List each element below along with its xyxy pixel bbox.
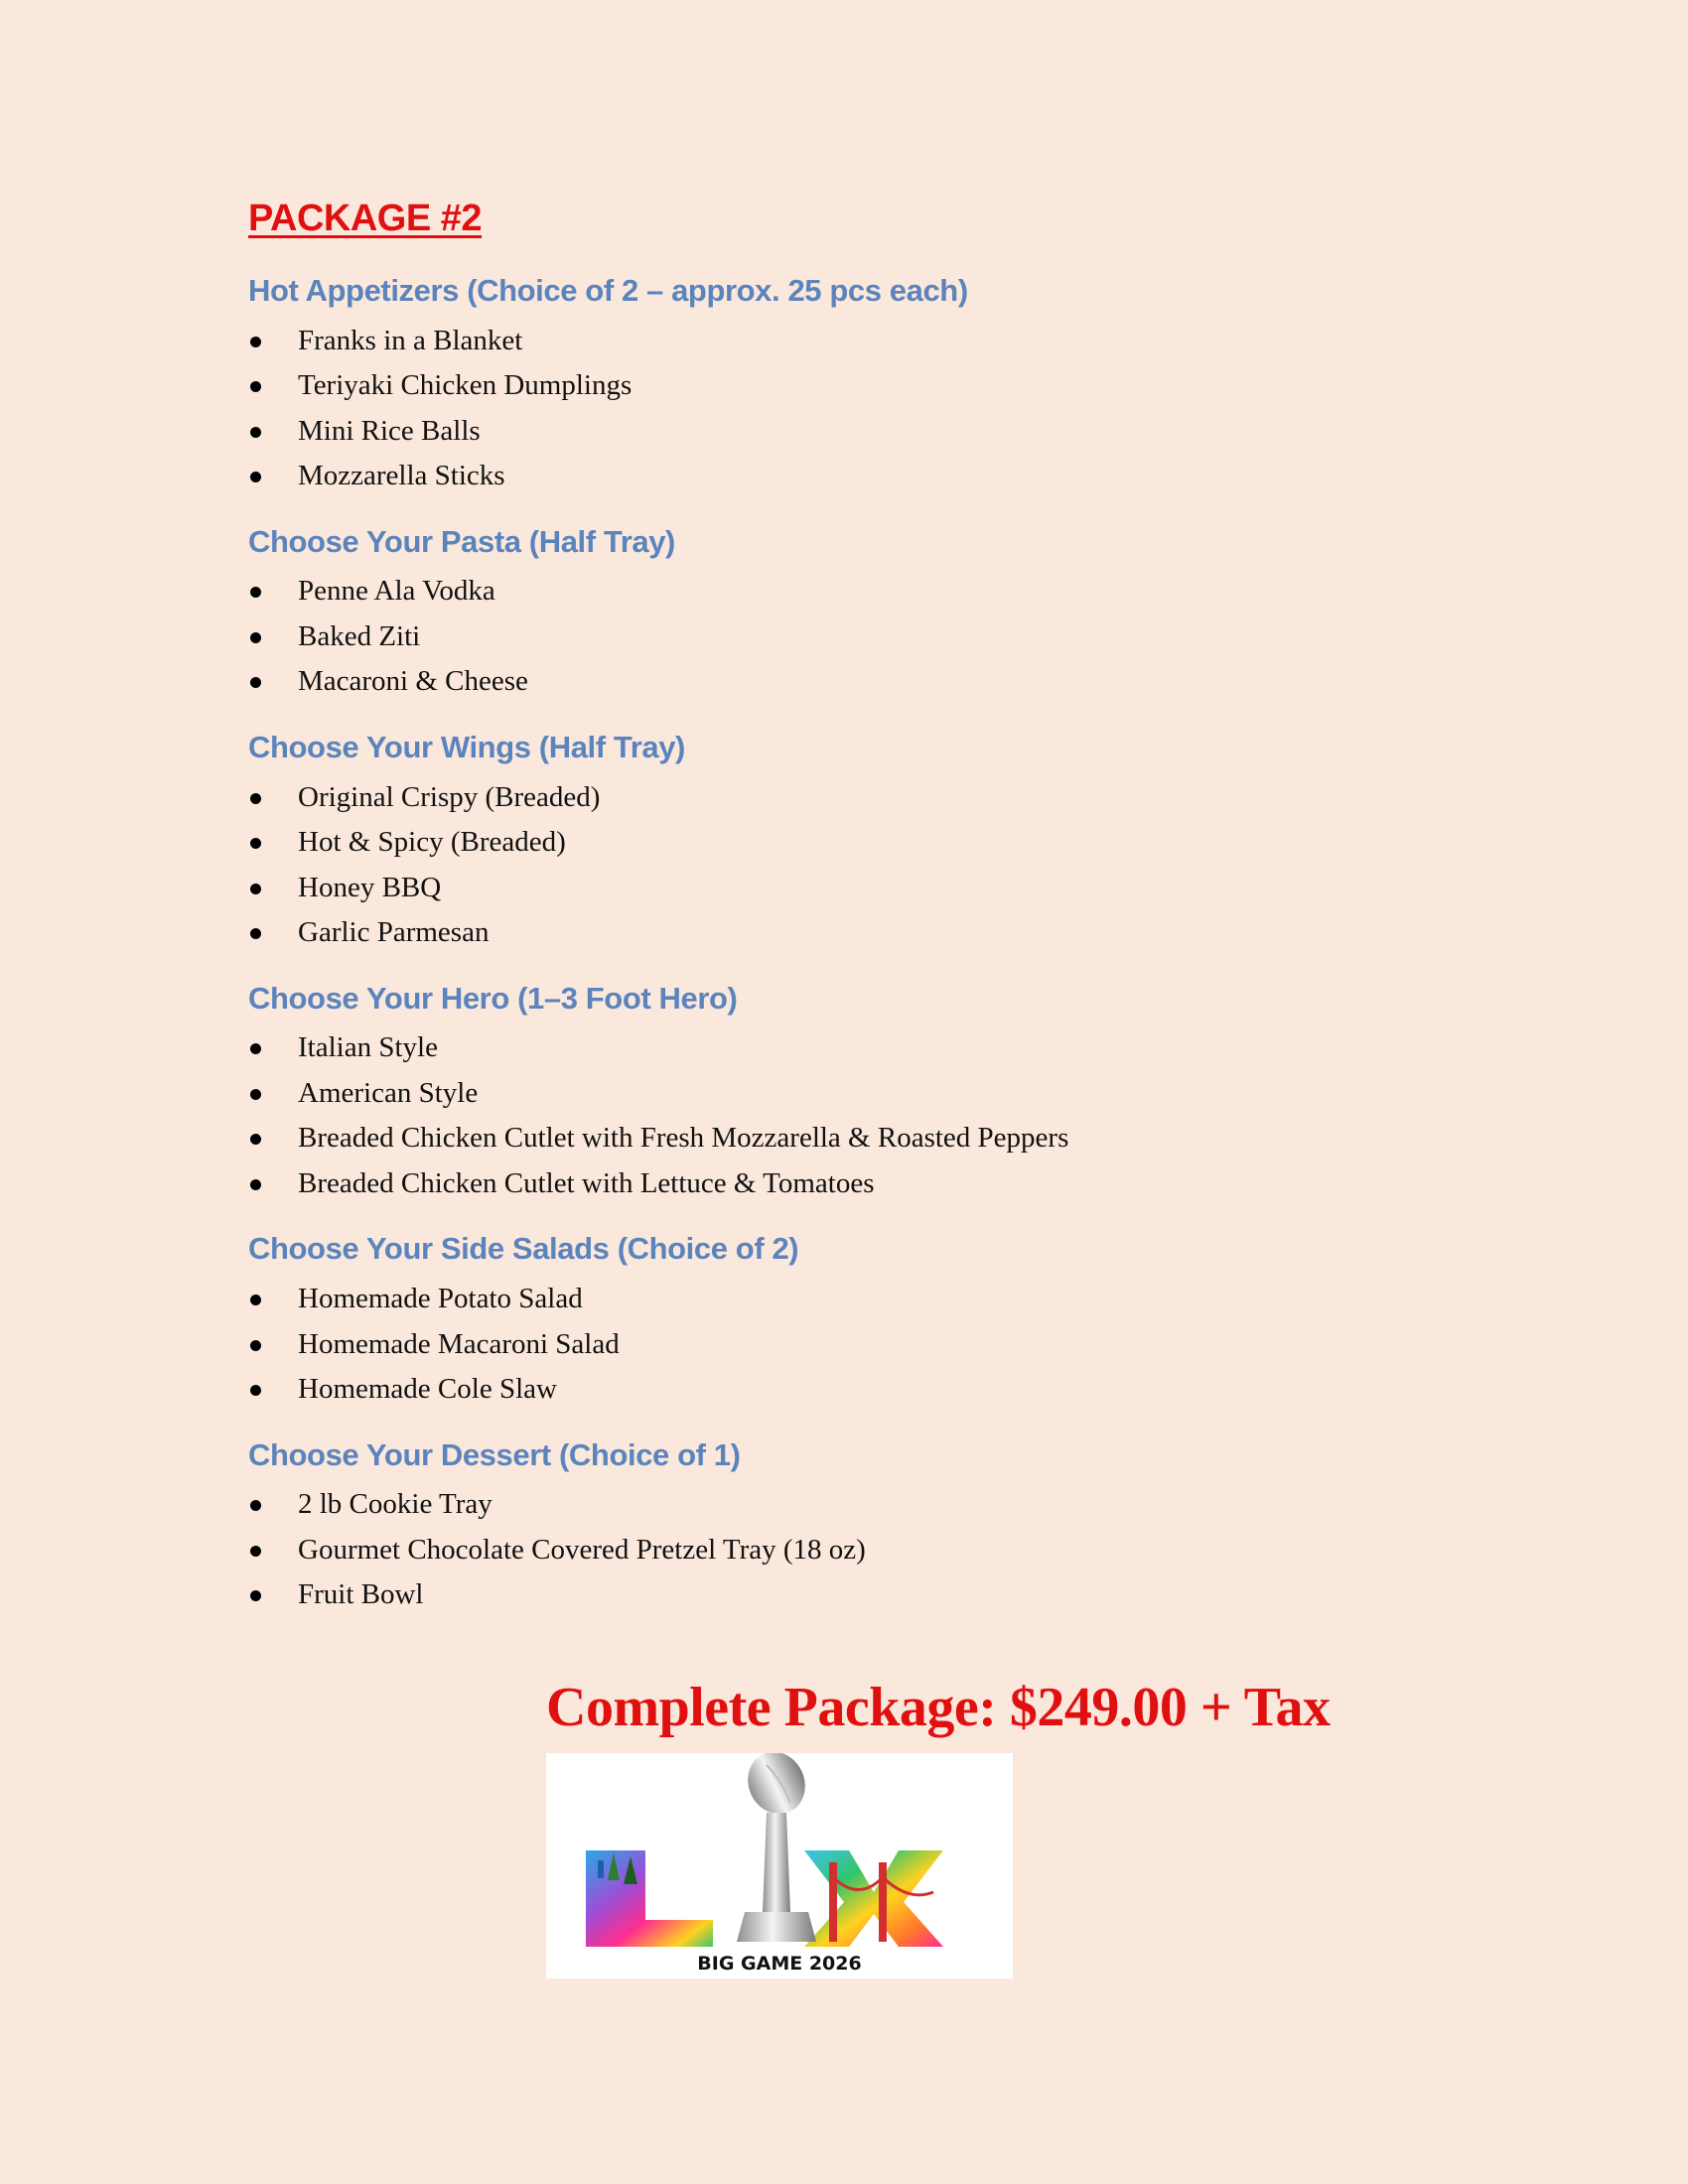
item-label: Hot & Spicy (Breaded)	[298, 826, 566, 859]
section-heading: Choose Your Dessert (Choice of 1)	[248, 1436, 741, 1472]
list-item	[248, 363, 1440, 409]
item-label: Original Crispy (Breaded)	[298, 780, 601, 813]
item-label: Breaded Chicken Cutlet with Lettuce & Tomatoes	[298, 1166, 875, 1199]
list-item	[248, 1116, 1440, 1161]
item-label: Breaded Chicken Cutlet with Fresh Mozzarella & Roasted Peppers	[298, 1122, 1069, 1155]
item-label: Homemade Macaroni Salad	[298, 1327, 620, 1360]
list-item	[248, 1528, 1440, 1573]
list-item	[248, 1025, 1440, 1071]
list-item	[248, 1367, 1440, 1413]
list-item	[248, 1161, 1440, 1207]
list-item	[248, 910, 1440, 956]
bullet-icon	[250, 928, 261, 939]
item-label: Macaroni & Cheese	[298, 665, 528, 698]
list-item	[248, 1071, 1440, 1117]
section-heading: Choose Your Wings (Half Tray)	[248, 729, 685, 764]
bullet-icon	[250, 1295, 261, 1305]
list-item	[248, 820, 1440, 866]
menu-page	[248, 199, 1440, 1642]
bullet-icon	[250, 1500, 261, 1511]
bullet-icon	[250, 1043, 261, 1054]
item-label: Garlic Parmesan	[298, 916, 490, 949]
section-wings	[248, 729, 1440, 956]
section-heading: Choose Your Hero (1–3 Foot Hero)	[248, 980, 738, 1016]
bullet-icon	[250, 1385, 261, 1396]
bullet-icon	[250, 838, 261, 849]
item-list	[248, 1482, 1440, 1618]
bullet-icon	[250, 337, 261, 347]
section-heading: Hot Appetizers (Choice of 2 – approx. 25 pcs each)	[248, 272, 968, 308]
list-item	[248, 775, 1440, 821]
item-label: Fruit Bowl	[298, 1578, 424, 1611]
item-list	[248, 1025, 1440, 1206]
section-hero	[248, 980, 1440, 1207]
item-list	[248, 775, 1440, 956]
bullet-icon	[250, 793, 261, 804]
trophy-lx-logo-icon	[546, 1753, 1013, 1979]
logo-caption: BIG GAME 2026	[697, 1953, 862, 1975]
item-label: Gourmet Chocolate Covered Pretzel Tray (18 oz)	[298, 1533, 866, 1566]
item-label: American Style	[298, 1076, 479, 1109]
item-label: Franks in a Blanket	[298, 324, 523, 356]
item-list	[248, 319, 1440, 499]
big-game-logo	[546, 1753, 1013, 1979]
list-item	[248, 1322, 1440, 1368]
item-label: Mozzarella Sticks	[298, 460, 505, 492]
bullet-icon	[250, 1590, 261, 1601]
section-pasta	[248, 523, 1440, 705]
section-heading: Choose Your Side Salads (Choice of 2)	[248, 1231, 799, 1267]
list-item	[248, 409, 1440, 455]
section-dessert	[248, 1436, 1440, 1618]
item-label: Homemade Cole Slaw	[298, 1373, 557, 1406]
bullet-icon	[250, 1134, 261, 1145]
bullet-icon	[250, 427, 261, 438]
item-label: Honey BBQ	[298, 871, 442, 903]
list-item	[248, 569, 1440, 614]
list-item	[248, 659, 1440, 705]
list-item	[248, 1482, 1440, 1528]
section-side-salads	[248, 1230, 1440, 1412]
bullet-icon	[250, 472, 261, 482]
list-item	[248, 866, 1440, 911]
list-item	[248, 319, 1440, 364]
item-label: Penne Ala Vodka	[298, 575, 495, 608]
item-label: 2 lb Cookie Tray	[298, 1488, 492, 1521]
section-heading: Choose Your Pasta (Half Tray)	[248, 523, 675, 559]
list-item	[248, 1572, 1440, 1618]
section-hot-appetizers	[248, 272, 1440, 499]
package-title: PACKAGE #2	[248, 198, 483, 239]
item-label: Baked Ziti	[298, 619, 421, 652]
list-item	[248, 454, 1440, 499]
item-label: Homemade Potato Salad	[298, 1283, 583, 1315]
package-price: Complete Package: $249.00 + Tax	[546, 1677, 1331, 1738]
item-list	[248, 1277, 1440, 1413]
bullet-icon	[250, 381, 261, 392]
bullet-icon	[250, 632, 261, 643]
bullet-icon	[250, 1546, 261, 1557]
item-label: Italian Style	[298, 1031, 438, 1064]
list-item	[248, 614, 1440, 660]
bullet-icon	[250, 1089, 261, 1100]
bullet-icon	[250, 884, 261, 894]
item-list	[248, 569, 1440, 705]
list-item	[248, 1277, 1440, 1322]
bullet-icon	[250, 587, 261, 598]
bullet-icon	[250, 1179, 261, 1190]
bullet-icon	[250, 677, 261, 688]
item-label: Teriyaki Chicken Dumplings	[298, 369, 633, 402]
item-label: Mini Rice Balls	[298, 414, 481, 447]
bullet-icon	[250, 1340, 261, 1351]
